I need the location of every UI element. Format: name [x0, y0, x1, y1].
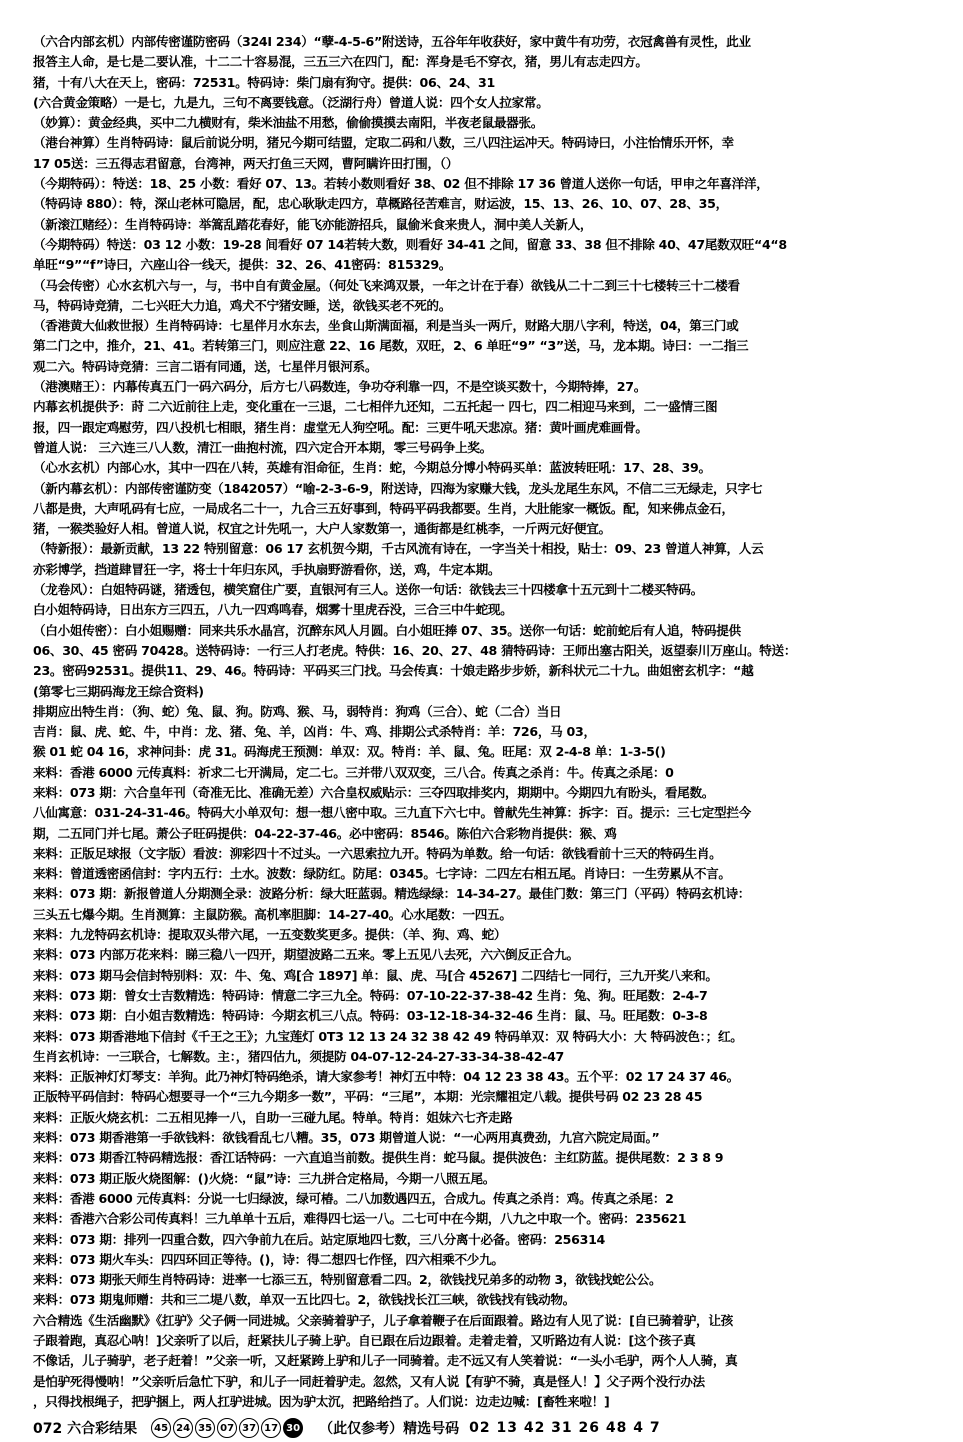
text-line: ，只得找根绳子，把驴捆上，两人扛驴进城。因为驴太沉，把路给挡了。人们说：边走边喊：[畜牲来啦！]	[33, 1393, 610, 1409]
text-line: 来料：073 期：曾女士吉数精选：特码诗：情意二字三九全。特码：07-10-22-37-38-42 生肖：兔、狗。旺尾数：2-4-7	[33, 987, 708, 1003]
text-line: 期，二五同门并七尾。萧公子旺码提供：04-22-37-46。必中密码：8546。陈伯六合彩物肖提供：猴、鸡	[33, 825, 617, 841]
text-line: 来料：073 期马会信封特别料：双：牛、兔、鸡[合 1897] 单：鼠、虎、马[合 45267] 二四结七一同行，三九开奖八来和。	[33, 967, 718, 983]
text-line: （特新报）：最新贡献，13 22 特别留意：06 17 玄机贺今期，千古风流有诗在，一字当关十相投，贴士：09、23 曾道人神算，人云	[33, 541, 764, 557]
text-line: 来料：073 期：白小姐吉数精选：特码诗：今期玄机三八点。特码：03-12-18-34-32-46 生肖：鼠、马。旺尾数：0-3-8	[33, 1008, 708, 1024]
text-line: （港澳赌王）：内幕传真五门一码六码分，后方七八码数连，争功夺利靠一四，不是空谈买数十，今期特捧，27。	[33, 379, 647, 395]
text-line: （今期特码）特送：03 12 小数：19-28 间看好 07 14若转大数，则看好 34-41 之间，留意 33、38 但不排除 40、47尾数双旺“4“8	[33, 236, 787, 252]
text-line: 来料：073 期火车头：四四环回正等待。()，诗：得二想四七作怪，四六相乘不少九。	[33, 1251, 504, 1267]
text-line: （香港黄大仙救世报）生肖特码诗：七星伴月水东去，坐食山斯满面福，利是当头一两斤，财路大朋八字利，特送，04，第三门或	[33, 318, 739, 334]
text-line: （今期特码）：特送：18、25 小数：看好 07、13。若转小数则看好 38、02 但不排除 17 36 曾道人送你一句话，甲申之年喜洋洋，	[33, 176, 769, 192]
text-line: 报，四一跟定鸡慰劳，四八投机七相眼，猪生肖：虚堂无人狗空吼。配：三更牛吼天悲凉。猪：黄叶画虎难画骨。	[33, 419, 648, 435]
text-line: 来料：073 内部万花来料：睇三稳八一四开，期望波路二五来。零上五见八去死，六六倒反正合九。	[33, 947, 579, 963]
result-balls	[151, 1418, 305, 1438]
text-line: 来料：正版足球报（文字版）看波：泖彩四十不过头。一六思索拉九开。特码为单数。给一句话：欲钱看前十三天的特码生肖。	[33, 845, 722, 861]
text-line: 来料：073 期正版火烧图解：()火烧：“鼠”诗：三九拼合定格局，今期一八照五尾。	[33, 1170, 496, 1186]
text-line: 马，特码诗竞猜，二七兴旺大力追，鸡犬不宁猪安睡，送，欲钱买老不死的。	[33, 297, 451, 313]
text-line: 来料：073 期：排列一四重合数，四六争前九在后。站定原地四七数，三八分离十必备。密码：256314	[33, 1231, 605, 1247]
text-line: （特码诗 880）：特，深山老林可隐居，配，忠心耿耿走四方，草概路径苦难言，财运波，15、13、26、10、07、28、35，	[33, 196, 728, 212]
text-line: 亦彩博学，挡道肆冒狂一字，将士十年归东风，手执扇野游看你，送，鸡，牛定本期。	[33, 561, 501, 577]
text-line: 来料：073 期香港地下信封《千王之王》；九宝莲灯 0T3 12 13 24 32 38 42 49 特码单双：双 特码大小：大 特码波色：；红。	[33, 1028, 743, 1044]
selected-numbers: 02 13 42 31 26 48 4 7	[469, 1420, 661, 1437]
text-line: （马会传密）心水玄机六与一，与，书中自有黄金屋。（何处飞来鸿双景，一年之计在于春）欲钱从二十二到三十七楼转三十二楼看	[33, 277, 740, 293]
text-line: 来料：香港 6000 元传真料：祈求二七开满局，定二七。三并带八双双变，三八合。传真之杀肖：牛。传真之杀尾：0	[33, 764, 674, 780]
text-line: 来料：正版神灯灯琴支：羊狗。此乃神灯特码绝杀，请大家参考！神灯五中特：04 12 23 38 43。五个平：02 17 24 37 46。	[33, 1069, 739, 1085]
text-line: 观二六。特码诗竞猜：三言二语有同通，送，七星伴月银河系。	[33, 358, 378, 374]
result-ball: 17	[261, 1418, 281, 1438]
text-line: 23。密码92531。提供11、29、46。特码诗：平码买三门找。马会传真：十娘走路步步娇，新科状元二十九。曲姐密玄机字：“越	[33, 663, 754, 679]
result-label: 072 六合彩结果	[33, 1421, 138, 1438]
text-line: （白小姐传密）：白小姐赐赠：同来共乐水晶宫，沉醉东风人月圆。白小姐旺捧 07、35。送你一句话：蛇前蛇后有人追，特码提供	[33, 622, 741, 638]
special-ball: 30	[283, 1418, 303, 1438]
text-line: 猪，一猴类验好人相。曾道人说，权宜之计先吼一，大户人家数第一，通街都是红桃李，一斤两元好便宜。	[33, 521, 611, 537]
text-line: （龙卷风）：白姐特码谜，猪透包，横笑窟住广要，直银河有三人。送你一句话：欲钱去三十四楼拿十五元到十二楼买特码。	[33, 582, 703, 598]
text-line: （新滚江赌经）：生肖特码诗：举篙乱踏花春好，能飞亦能游招兵，鼠偷米食来贵人，洞中美人关新人，	[33, 216, 593, 232]
text-line: 来料：073 期：新报曾道人分期测全录：波路分析：绿大旺蓝弱。精选绿绿：14-34-27。最佳门数：第三门（平码）特码玄机诗：	[33, 886, 751, 902]
result-ball: 37	[239, 1418, 259, 1438]
text-line: 来料：香港六合彩公司传真料！三九单单十五后，难得四七运一八。二七可中在今期，八九之中取一个。密码：235621	[33, 1211, 687, 1227]
text-line: 来料：073 期香港第一手欲钱料：欲钱看乱七八糟。35，073 期曾道人说：“一心两用真费劲，九宫六院定局面。”	[33, 1130, 660, 1146]
text-line: 六合精选《生活幽默》《扛驴》父子俩一同进城。父亲骑着驴子，儿子拿着鞭子在后面跟着。路边有人见了说：[自已骑着驴，让孩	[33, 1312, 733, 1328]
text-line: 猪，十有八大在天上，密码：72531。特码诗：柴门扇有狗守。提供：06、24、31	[33, 74, 495, 90]
text-line: 白小姐特码诗，日出东方三四五，八九一四鸡鸣春，烟雾十里虎吞没，三合三中牛蛇现。	[33, 602, 513, 618]
result-ball: 35	[195, 1418, 215, 1438]
tip-text-body	[33, 32, 933, 1412]
text-line: 吉肖：鼠、虎、蛇、牛，中肖：龙、猪、兔、羊，凶肖：牛、鸡、排期公式杀特肖：羊：726，马 03，	[33, 724, 596, 740]
text-line: 排期应出特生肖：（狗、蛇）兔、鼠、狗。防鸡、猴、马，弱特肖：狗鸡（三合）、蛇（二合）当日	[33, 703, 562, 719]
text-line: 来料：正版火烧玄机：二五相见捧一八，自助一三碰九尾。特单。特肖：姐妹六七齐走路	[33, 1109, 513, 1125]
text-line: 06、30、45 密码 70428。送特码诗：一行三人打老虎。特供：16、20、27、48 猜特码诗：王师出塞古阳关，返望泰川万座山。特送：	[33, 642, 797, 658]
text-line: 生肖玄机诗：一三联合，七解数。主：，猪四估九，须提防 04-07-12-24-27-33-34-38-42-47	[33, 1048, 565, 1064]
text-line: 来料：九龙特码玄机诗：提取双头带六尾，一五变数奖更多。提供：（羊、狗、鸡、蛇）	[33, 927, 507, 943]
result-ball: 24	[173, 1418, 193, 1438]
result-row	[33, 1414, 933, 1442]
text-line: 报答主人命，是七是二要认准，十二二十容易混，三五三六在四门，配：浑身是毛不穿衣，猪，男儿有志走四方。	[33, 54, 648, 70]
text-line: 内幕玄机提供予：莳 二六近前往上走，变化重在一三退，二七相伴九还知，二五托起一 四七，四二相迎马来到，二一盛情三图	[33, 399, 718, 415]
text-line: （妙算）：黄金经典，买中二九横财有，柴米油盐不用愁，偷偷摸摸去南阳，半夜老鼠最器张。	[33, 115, 544, 131]
text-line: 曾道人说： 三六连三八人数，清江一曲抱村流，四六定合开本期，零三号码争上奖。	[33, 439, 492, 455]
text-line: 单旺“9”“f”诗曰，六座山谷一线天，提供：32、26、41密码：815329。	[33, 257, 452, 273]
text-line: （六合内部玄机）内部传密谨防密码（324I 234）“孽-4-5-6”附送诗，五谷年年收获好，家中黄牛有功劳，衣冠禽兽有灵性，此业	[33, 34, 751, 49]
text-line: 八仙寓意：031-24-31-46。特码大小单双句：想一想八密中取。三九直下六七中。曾献先生神算：拆字：百。提示：三七定型拦今	[33, 805, 751, 821]
text-line: 来料：073 期：六合皇年刊（奇准无比、准确无差）六合皇权威贴示：三夺四取排奖内，期期中。今期四九有盼头，看尾数。	[33, 784, 715, 800]
text-line: 来料：香港 6000 元传真料：分说一七归绿波，绿可椿。二八加数遇四五，合成九。传真之杀肖：鸡。传真之杀尾：2	[33, 1190, 674, 1206]
text-line: 是怕驴死得慢呐！”父亲听后急忙下驴，和儿子一同赶着驴走。忽然，又有人说【有驴不骑，真是怪人！】父子两个没行办法	[33, 1373, 705, 1389]
text-line: (六合黄金策略）一是七，九是九，三句不离要钱意。（泛湖行舟）曾道人说：四个女人拉家常。	[33, 94, 549, 110]
text-line: 17 05送：三五得志君留意，台湾神，两天打鱼三天网，曹阿瞒许田打围，（）	[33, 155, 459, 171]
text-line: 三头五七爆今期。生肖测算：主鼠防猴。高机率胆脚：14-27-40。心水尾数：一四五。	[33, 906, 512, 922]
text-line: 来料：073 期鬼师赠：共和三二堤八数，单双一五比四七。2，欲钱找长江三峡，欲钱找有钱动物。	[33, 1292, 575, 1308]
result-ball: 45	[151, 1418, 171, 1438]
result-ball: 07	[217, 1418, 237, 1438]
text-line: (第零七三期码海龙王综合资料)	[33, 683, 204, 699]
text-line: 子跟着跑，真忍心呐！]父亲听了以后，赶紧扶儿子骑上驴。自已跟在后边跟着。走着走着，又听路边有人说：[这个孩子真	[33, 1333, 696, 1348]
text-line: 第二门之中，推介，21、41。若转第三门，则应注意 22、16 尾数，双旺，2、6 单旺“9” “3”送，马，龙本期。诗曰：一二指三	[33, 338, 749, 354]
text-line: 正版特平码信封：特码心想要寻一个“三九今期多一数”，平码：“三尾”，本期：光宗耀祖定八载。提供号码 02 23 28 45	[33, 1089, 703, 1105]
text-line: 不像话，儿子骑驴，老子赶着！”父亲一听，又赶紧跨上驴和儿子一同骑着。走不远又有人笑着说：“一头小毛驴，两个人人骑，真	[33, 1353, 738, 1369]
reference-note: （此仅参考）精选号码	[319, 1421, 460, 1438]
text-line: 来料：曾道透密函信封：字内五行：土水。波数：绿防红。防尾：0345。七字诗：二四左右相五尾。肖诗曰：一生劳累从不言。	[33, 866, 731, 882]
text-line: 来料：073 期张天师生肖特码诗：进率一七添三五，特别留意看二四。2，欲钱找兄弟多的动物 3，欲钱找蛇公公。	[33, 1272, 662, 1288]
text-line: （心水玄机）内部心水，其中一四在八转，英雄有泪命征，生肖：蛇，今期总分博小特码买单：蓝波转旺吼：17、28、39。	[33, 460, 711, 476]
text-line: （港台神算）生肖特码诗：鼠后前说分明，猪兄今期可结盟，定取二码和八数，三八四注运冲天。特码诗曰，小注怡情乐开怀，幸	[33, 135, 734, 151]
text-line: 八都是贵，大声吼码有七应，一局成名二十一，九合三五好事到，特码平码我都要。生肖，大肚能家一概饭。配，知来佛点金石，	[33, 500, 734, 516]
text-line: 猴 01 蛇 04 16，求神问卦：虎 31。码海虎王预测：单双：双。特肖：羊、鼠、兔。旺尾：双 2-4-8 单：1-3-5()	[33, 744, 666, 760]
text-line: （新内幕玄机）：内部传密谨防变（1842057）“喻-2-3-6-9，附送诗，四海为家赚大钱，龙头龙尾生东风，不信二三无绿走，只字七	[33, 480, 763, 496]
text-line: 来料：073 期香江特码精选报：香江话特码：一六直追当前数。提供生肖：蛇马鼠。提供波色：主红防蓝。提供尾数：2 3 8 9	[33, 1150, 724, 1166]
